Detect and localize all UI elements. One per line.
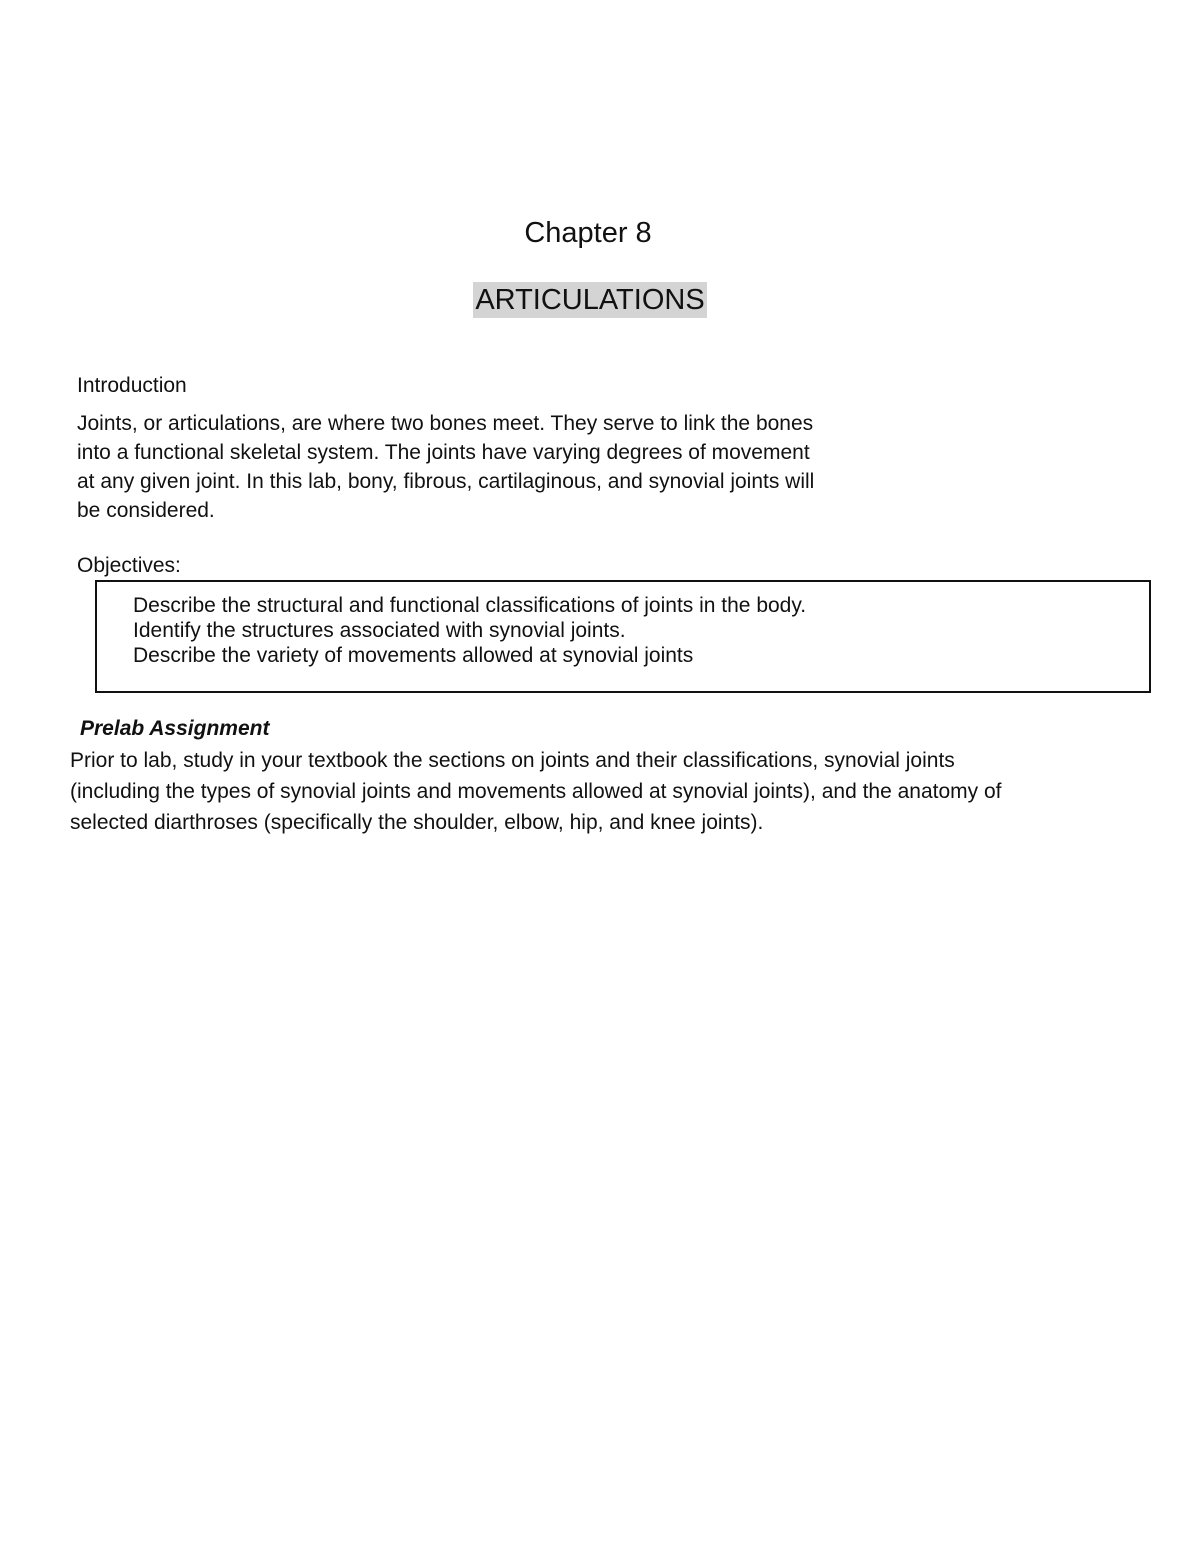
- objective-item: Describe the structural and functional classifications of joints in the body.: [133, 594, 807, 617]
- introduction-line: into a functional skeletal system. The joints have varying degrees of movement: [77, 441, 810, 464]
- introduction-line: Joints, or articulations, are where two bones meet. They serve to link the bones: [77, 412, 814, 435]
- introduction-paragraph: [77, 409, 917, 525]
- objectives-list: [133, 593, 806, 668]
- title-container: [0, 282, 1180, 318]
- prelab-paragraph: [70, 745, 1180, 838]
- introduction-heading: Introduction: [77, 374, 187, 397]
- introduction-line: at any given joint. In this lab, bony, fibrous, cartilaginous, and synovial joints will: [77, 470, 815, 493]
- prelab-line: Prior to lab, study in your textbook the sections on joints and their classifications, synovial joints: [70, 749, 955, 772]
- page-title: ARTICULATIONS: [475, 284, 705, 316]
- objectives-box: [95, 580, 1151, 693]
- objective-item: Describe the variety of movements allowed at synovial joints: [133, 644, 694, 667]
- prelab-line: (including the types of synovial joints and movements allowed at synovial joints), and the anatomy of: [70, 780, 1002, 803]
- prelab-heading: Prelab Assignment: [80, 717, 270, 740]
- objectives-heading: Objectives:: [77, 554, 181, 577]
- introduction-line: be considered.: [77, 499, 215, 522]
- chapter-number: Chapter 8: [524, 217, 652, 249]
- prelab-line: selected diarthroses (specifically the shoulder, elbow, hip, and knee joints).: [70, 811, 764, 834]
- objective-item: Identify the structures associated with synovial joints.: [133, 619, 626, 642]
